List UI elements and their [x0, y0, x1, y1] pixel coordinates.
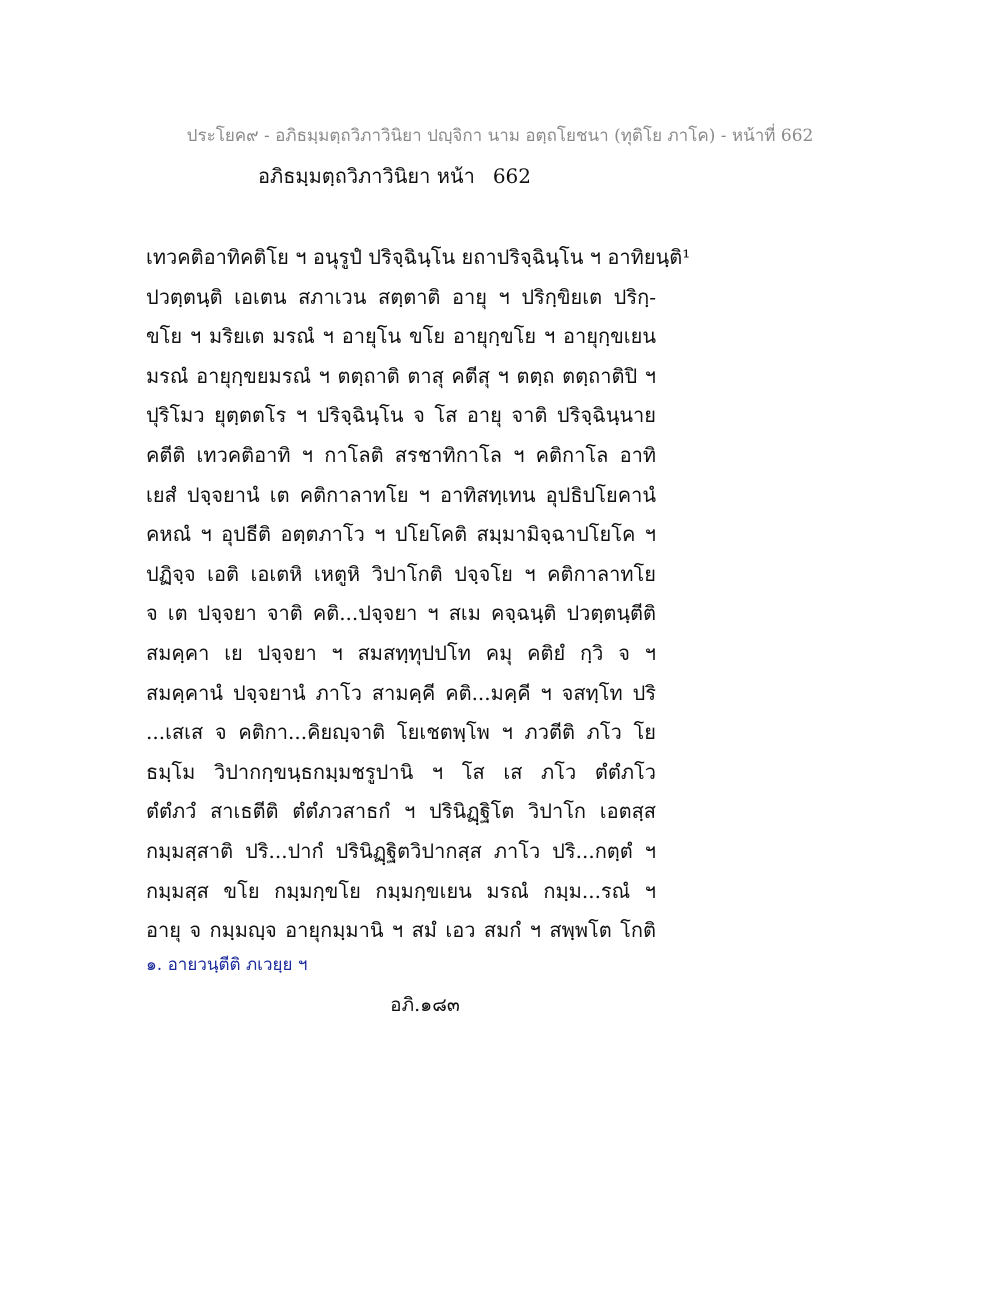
text-line: มรณํ อายุกฺขยมรณํ ฯ ตตฺถาติ ตาสุ คตีสุ ฯ ตตฺถ ตตฺถาติปิ ฯ	[146, 363, 656, 388]
text-line: คตีติ เทวคติอาทิ ฯ กาโลติ สรชาทิกาโล ฯ คติกาโล อาทิ	[146, 442, 656, 467]
text-line: สมคฺคานํ ปจฺจยานํ ภาโว สามคฺคี คติ...มคฺคี ฯ จสทฺโท ปริ	[146, 680, 656, 705]
folio-marker: อภิ.๑๘๓	[390, 994, 460, 1016]
text-line: จ เต ปจฺจยา จาติ คติ...ปจฺจยา ฯ สเม คจฺฉนฺติ ปวตฺตนฺตีติ	[146, 601, 656, 626]
text-line: กมฺมสฺสาติ ปริ...ปากํ ปรินิฏฺฐิตวิปากสฺส ภาโว ปริ...กตฺตํ ฯ	[146, 838, 656, 863]
running-header: ประโยค๙ - อภิธมฺมตฺถวิภาวินิยา ปญฺจิกา นาม อตฺถโยชนา (ทุติโย ภาโค) - หน้าที่ 662	[186, 126, 814, 146]
text-line: ตํตํภวํ สาเธตีติ ตํตํภวสาธกํ ฯ ปรินิฏฺฐิโต วิปาโก เอตสฺส	[146, 799, 656, 824]
page-heading	[258, 160, 531, 192]
text-line: ...เสเส จ คติกา...คิยญฺจาติ โยเชตพฺโพ ฯ ภวตีติ ภโว โย	[146, 720, 656, 745]
text-line: เทวคติอาทิคติโย ฯ อนุรูปํ ปริจฺฉินฺโน ยถาปริจฺฉินฺโน ฯ อาทิยนฺติ¹	[146, 245, 691, 269]
text-line: อายุ จ กมฺมญฺจ อายุกมฺมานิ ฯ สมํ เอว สมกํ ฯ สพฺพโต โกติ	[146, 918, 656, 943]
body-text	[146, 238, 691, 951]
text-line: ขโย ฯ มริยเต มรณํ ฯ อายุโน ขโย อายุกฺขโย ฯ อายุกฺขเยน	[146, 324, 656, 349]
text-line: สมคฺคา เย ปจฺจยา ฯ สมสทฺทุปปโท คมุ คติยํ กฺวิ จ ฯ	[146, 640, 656, 665]
text-line: ธมฺโม วิปากกฺขนฺธกมฺมชรูปานิ ฯ โส เส ภโว ตํตํภโว	[146, 759, 656, 784]
text-line: คหณํ ฯ อุปธีติ อตฺตภาโว ฯ ปโยโคติ สมฺมามิจฺฉาปโยโค ฯ	[146, 522, 656, 547]
text-line: ปุริโมว ยุตฺตตโร ฯ ปริจฺฉินฺโน จ โส อายุ จาติ ปริจฺฉินฺนาย	[146, 403, 656, 428]
page-number: 662	[492, 164, 531, 188]
footnote: ๑. อายวนฺตีติ ภเวยฺย ฯ	[146, 955, 308, 975]
text-line: ปฏิจฺจ เอติ เอเตหิ เหตูหิ วิปาโกติ ปจฺจโย ฯ คติกาลาทโย	[146, 561, 656, 586]
text-line: กมฺมสฺส ขโย กมฺมกฺขโย กมฺมกฺขเยน มรณํ กมฺม...รณํ ฯ	[146, 878, 656, 903]
book-title: อภิธมฺมตฺถวิภาวินิยา หน้า	[258, 164, 475, 188]
text-line: เยสํ ปจฺจยานํ เต คติกาลาทโย ฯ อาทิสทฺเทน อุปธิปโยคานํ	[146, 482, 656, 507]
text-line: ปวตฺตนฺติ เอเตน สภาเวน สตฺตาติ อายุ ฯ ปริกฺขิยเต ปริกฺ-	[146, 284, 656, 309]
